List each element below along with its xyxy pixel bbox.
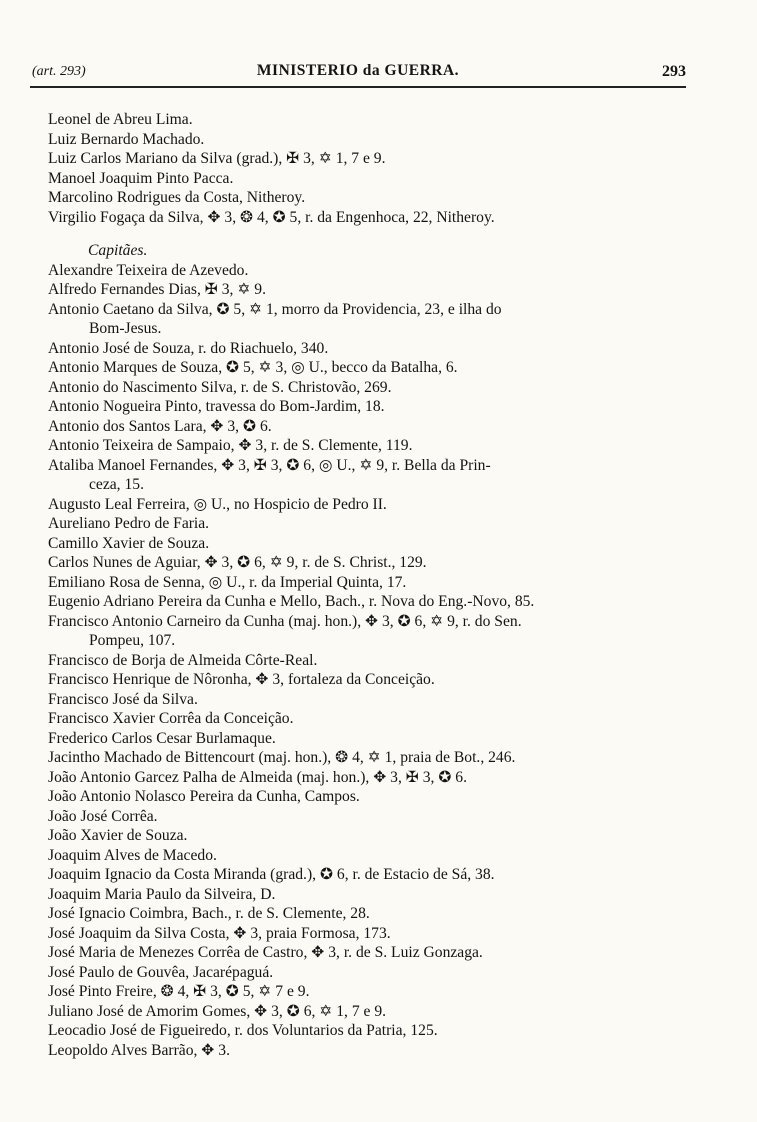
list-item-continuation: ceza, 15.: [89, 476, 144, 493]
officer-list: [48, 110, 688, 1060]
list-item: Camillo Xavier de Souza.: [48, 534, 210, 552]
list-item-continuation: Pompeu, 107.: [89, 632, 176, 649]
list-item: Jacintho Machado de Bittencourt (maj. hon.), ❂ 4, ✡ 1, praia de Bot., 246.: [48, 749, 516, 766]
list-item: Carlos Nunes de Aguiar, ✥ 3, ✪ 6, ✡ 9, r. de S. Christ., 129.: [48, 554, 427, 571]
page-header: [30, 62, 686, 86]
list-item: Alexandre Teixeira de Azevedo.: [48, 261, 249, 279]
list-item: José Ignacio Coimbra, Bach., r. de S. Clemente, 28.: [48, 905, 370, 922]
list-item: Leocadio José de Figueiredo, r. dos Voluntarios da Patria, 125.: [48, 1022, 438, 1039]
list-item: Francisco Xavier Corrêa da Conceição.: [48, 710, 294, 727]
page-title: MINISTERIO da GUERRA.: [256, 62, 460, 79]
list-item: Antonio Marques de Souza, ✪ 5, ✡ 3, ◎ U., becco da Batalha, 6.: [48, 359, 458, 376]
list-item: Luiz Bernardo Machado.: [48, 130, 205, 148]
list-item: Luiz Carlos Mariano da Silva (grad.), ✠ 3, ✡ 1, 7 e 9.: [48, 150, 386, 167]
list-item: José Maria de Menezes Corrêa de Castro, ✥ 3, r. de S. Luiz Gonzaga.: [48, 944, 483, 961]
list-item: Eugenio Adriano Pereira da Cunha e Mello, Bach., r. Nova do Eng.-Novo, 85.: [48, 593, 535, 610]
list-item: Aureliano Pedro de Faria.: [48, 515, 210, 532]
list-item: Antonio Caetano da Silva, ✪ 5, ✡ 1, morro da Providencia, 23, e ilha do: [48, 300, 502, 318]
header-rule: [30, 86, 686, 88]
list-item: José Pinto Freire, ❂ 4, ✠ 3, ✪ 5, ✡ 7 e 9.: [48, 983, 310, 1000]
list-item: Manoel Joaquim Pinto Pacca.: [48, 169, 234, 187]
list-item: Leonel de Abreu Lima.: [48, 111, 193, 128]
list-item: Ataliba Manoel Fernandes, ✥ 3, ✠ 3, ✪ 6, ◎ U., ✡ 9, r. Bella da Prin-: [48, 456, 491, 474]
list-item: Virgilio Fogaça da Silva, ✥ 3, ❂ 4, ✪ 5, r. da Engenhoca, 22, Nitheroy.: [48, 208, 495, 226]
list-item: Francisco Henrique de Nôronha, ✥ 3, fortaleza da Conceição.: [48, 671, 435, 688]
list-item: Francisco Antonio Carneiro da Cunha (maj. hon.), ✥ 3, ✪ 6, ✡ 9, r. do Sen.: [48, 612, 522, 630]
list-item: Joaquim Maria Paulo da Silveira, D.: [48, 885, 276, 903]
list-item: José Joaquim da Silva Costa, ✥ 3, praia Formosa, 173.: [48, 924, 391, 942]
list-item: João Antonio Garcez Palha de Almeida (maj. hon.), ✥ 3, ✠ 3, ✪ 6.: [48, 768, 467, 786]
list-item: Juliano José de Amorim Gomes, ✥ 3, ✪ 6, ✡ 1, 7 e 9.: [48, 1002, 387, 1020]
list-item: Antonio dos Santos Lara, ✥ 3, ✪ 6.: [48, 417, 272, 435]
list-item-continuation: Bom-Jesus.: [89, 320, 162, 337]
list-item: Marcolino Rodrigues da Costa, Nitheroy.: [48, 189, 306, 206]
list-item: Emiliano Rosa de Senna, ◎ U., r. da Imperial Quinta, 17.: [48, 573, 407, 591]
list-item: Antonio Nogueira Pinto, travessa do Bom-Jardim, 18.: [48, 398, 385, 415]
list-item: Antonio Teixeira de Sampaio, ✥ 3, r. de S. Clemente, 119.: [48, 437, 413, 454]
list-item: Frederico Carlos Cesar Burlamaque.: [48, 729, 276, 747]
article-reference: (art. 293): [32, 64, 86, 79]
list-item: João Xavier de Souza.: [48, 827, 188, 844]
list-item: Alfredo Fernandes Dias, ✠ 3, ✡ 9.: [48, 281, 266, 298]
section-heading: Capitães.: [88, 242, 148, 259]
list-item: Leopoldo Alves Barrão, ✥ 3.: [48, 1041, 230, 1059]
list-item: Joaquim Ignacio da Costa Miranda (grad.), ✪ 6, r. de Estacio de Sá, 38.: [48, 866, 495, 883]
page-number: 293: [662, 63, 686, 80]
list-item: José Paulo de Gouvêa, Jacarépaguá.: [48, 963, 274, 981]
list-item: João Antonio Nolasco Pereira da Cunha, Campos.: [48, 788, 360, 805]
list-item: Joaquim Alves de Macedo.: [48, 846, 217, 864]
list-item: Antonio José de Souza, r. do Riachuelo, 340.: [48, 339, 329, 357]
list-item: João José Corrêa.: [48, 807, 158, 825]
list-item: Augusto Leal Ferreira, ◎ U., no Hospicio de Pedro II.: [48, 495, 387, 513]
list-item: Francisco José da Silva.: [48, 690, 198, 708]
list-item: Antonio do Nascimento Silva, r. de S. Christovão, 269.: [48, 378, 392, 396]
list-item: Francisco de Borja de Almeida Côrte-Real.: [48, 651, 318, 669]
